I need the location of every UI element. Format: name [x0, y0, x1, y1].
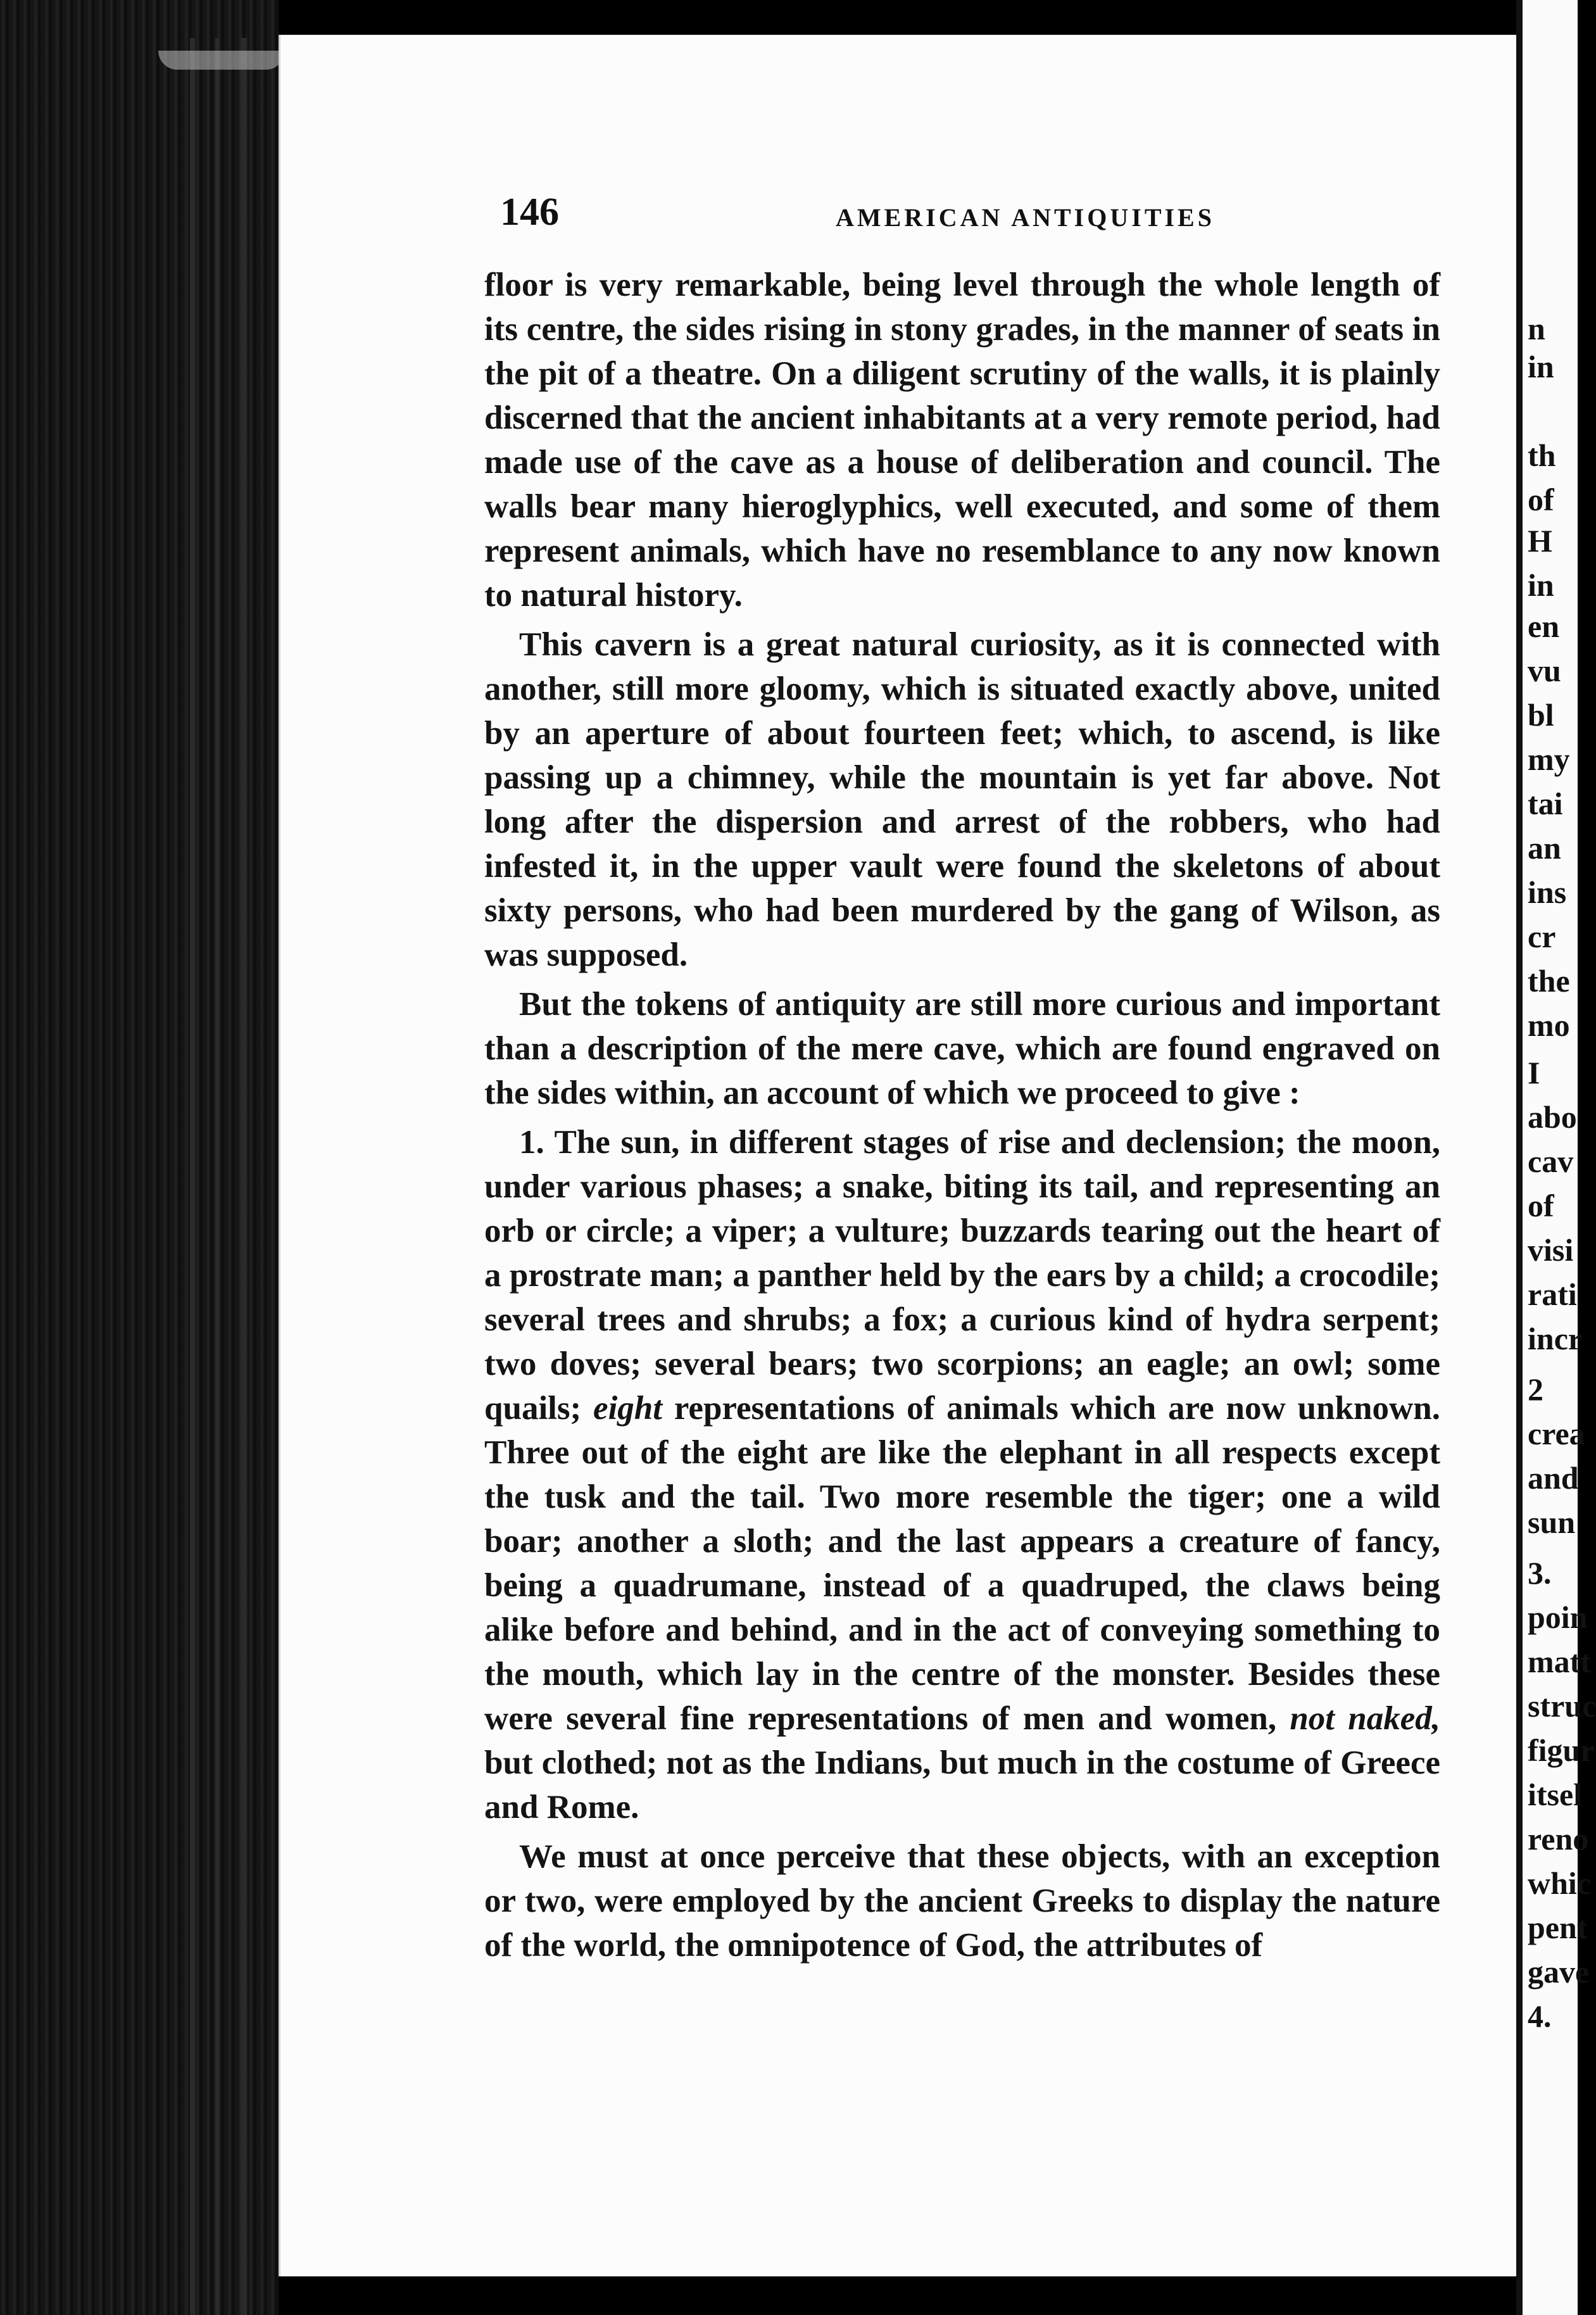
adjacent-page-fragment: abo [1528, 1099, 1577, 1135]
text-run: but clothed; not as the Indians, but much in the costume of Greece and Rome. [484, 1744, 1440, 1826]
adjacent-page-fragment: pent [1528, 1910, 1588, 1945]
page-edge-line [190, 38, 195, 2315]
adjacent-page-fragment: mo [1528, 1007, 1570, 1043]
adjacent-page-fragment: visi [1528, 1232, 1574, 1268]
page-number: 146 [500, 191, 559, 234]
adjacent-page-fragment: vu [1528, 653, 1561, 688]
adjacent-page-fragment: crea [1528, 1416, 1585, 1451]
adjacent-page-fragment: gave [1528, 1954, 1590, 1990]
paragraph: This cavern is a great natural curiosity, as it is connected with another, still more gloomy, which is situated exactly above, united by an aperture of about fourteen feet; which, to ascend, is like passing up a chimney, while the mountain is yet far above. Not long after the dispersion and arrest of the robbers, who had infested it, in the upper vault were found the skeletons of about sixty persons, who had been murdered by the gang of Wilson, as was supposed. [484, 626, 1440, 973]
adjacent-page-fragment: poin [1528, 1599, 1588, 1635]
adjacent-page-fragment: of [1528, 1188, 1554, 1223]
italic-phrase: not naked, [1290, 1700, 1440, 1737]
page-edge-line [241, 38, 247, 2315]
adjacent-page-fragment: cr [1528, 919, 1556, 954]
page-bottom-shadow [279, 2276, 1516, 2315]
adjacent-page-fragment: bl [1528, 697, 1554, 733]
adjacent-page-fragment: tai [1528, 786, 1563, 821]
adjacent-page-fragment: n [1528, 311, 1545, 346]
adjacent-page-fragment: en [1528, 609, 1559, 644]
adjacent-page-fragment: th [1528, 438, 1556, 473]
adjacent-page-fragment: matt [1528, 1644, 1591, 1679]
adjacent-page-fragment: 2 [1528, 1372, 1543, 1407]
adjacent-page-fragment: figur [1528, 1732, 1595, 1768]
page-curl [158, 51, 285, 70]
adjacent-page-fragment: ins [1528, 874, 1567, 910]
adjacent-page-fragment: in [1528, 349, 1554, 384]
adjacent-page-fragment: reno [1528, 1821, 1589, 1857]
adjacent-page-fragment: cav [1528, 1144, 1574, 1179]
adjacent-page-fragment: my [1528, 741, 1570, 777]
page-edge-line [215, 38, 219, 2315]
adjacent-page-fragment: whic [1528, 1865, 1591, 1901]
adjacent-page-fragment: H [1528, 523, 1552, 558]
adjacent-page-fragment: sun [1528, 1504, 1576, 1540]
adjacent-page-fragment: of [1528, 482, 1554, 517]
page-header [500, 190, 1431, 241]
adjacent-page-fragment: incr [1528, 1321, 1583, 1356]
adjacent-page-fragment: 4. [1528, 1998, 1552, 2034]
paragraph [484, 1120, 1440, 1829]
paragraph: But the tokens of antiquity are still more curious and important than a description of the mere cave, which are found engraved on the sides within, an account of which we proceed to give : [484, 986, 1440, 1111]
running-head: AMERICAN ANTIQUITIES [836, 203, 1215, 232]
adjacent-page-fragment: in [1528, 567, 1554, 603]
adjacent-page-fragment: rati [1528, 1277, 1577, 1312]
text-run: representations of animals which are now unknown. Three out of the eight are like the elephant in all respects except the tusk and the tail. Two more resemble the tiger; one a wild boar; another a sloth; and the last appears a creature of fancy, being a quadrumane, instead of a quadruped, the claws being alike before and behind, and in the act of conveying something to the mouth, which lay in the centre of the monster. Besides these were several fine representations of men and women, [484, 1390, 1440, 1737]
adjacent-page-fragment: and [1528, 1460, 1579, 1496]
page-body [484, 263, 1440, 1972]
adjacent-page-fragment: an [1528, 830, 1561, 866]
adjacent-page [1516, 0, 1596, 2315]
adjacent-page-fragment: 3. [1528, 1555, 1552, 1591]
adjacent-page-fragment: itsel [1528, 1777, 1583, 1812]
book-spine-edge [0, 0, 279, 2315]
text-run: 1. The sun, in different stages of rise and declension; the moon, under various phases; a snake, biting its tail, and representing an orb or circle; a viper; a vulture; buzzards tearing out the heart of a prostrate man; a panther held by the ears by a child; a crocodile; several trees and shrubs; a fox; a curious kind of hydra serpent; two doves; several bears; two scorpions; an eagle; an owl; some quails; [484, 1124, 1440, 1427]
italic-word: eight [593, 1390, 662, 1427]
paragraph: floor is very remarkable, being level through the whole length of its centre, the sides rising in stony grades, in the manner of seats in the pit of a theatre. On a diligent scrutiny of the walls, it is plainly discerned that the ancient inhabitants at a very remote period, had made use of the cave as a house of deliberation and council. The walls bear many hieroglyphics, well executed, and some of them represent animals, which have no resemblance to any now known to natural history. [484, 267, 1440, 614]
paragraph: We must at once perceive that these objects, with an exception or two, were employed by the ancient Greeks to display the nature of the world, the omnipotence of God, the attributes of [484, 1838, 1440, 1964]
adjacent-page-fragment: I [1528, 1055, 1540, 1090]
adjacent-page-fragment: struc [1528, 1688, 1596, 1724]
adjacent-page-fragment: the [1528, 963, 1570, 999]
